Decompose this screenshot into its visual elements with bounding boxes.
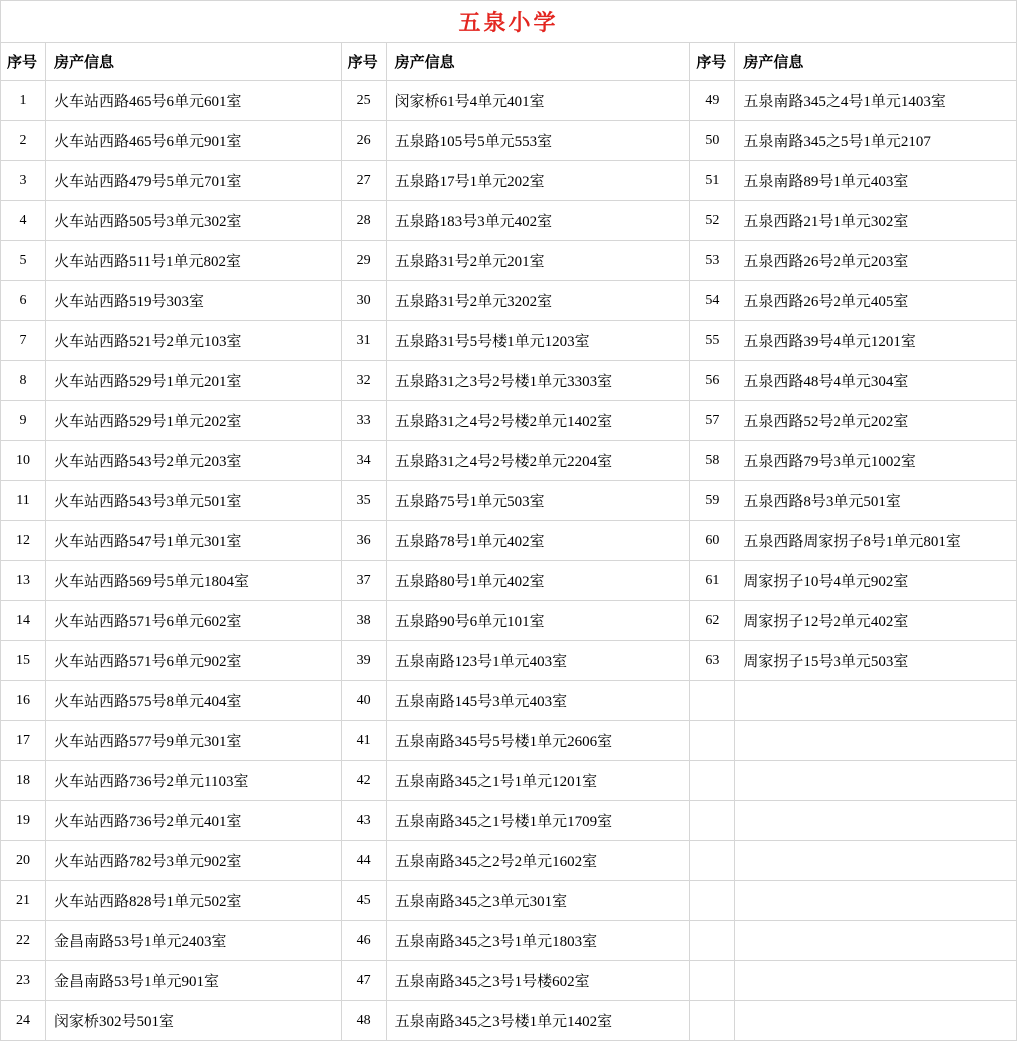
table-row (342, 201, 691, 241)
table-row (342, 121, 691, 161)
table-row (1, 121, 342, 161)
row-index: 8 (1, 361, 46, 401)
row-address: 火车站西路465号6单元601室 (46, 81, 342, 121)
row-address: 闵家桥302号501室 (46, 1001, 342, 1041)
row-index: 48 (342, 1001, 387, 1041)
row-address: 火车站西路521号2单元103室 (46, 321, 342, 361)
row-index: 22 (1, 921, 46, 961)
table-row (1, 401, 342, 441)
table-row (342, 841, 691, 881)
table-row (342, 1001, 691, 1041)
row-index: 11 (1, 481, 46, 521)
table-row (690, 121, 1017, 161)
table-row (342, 481, 691, 521)
table-column-group (1, 43, 342, 1041)
row-index (690, 921, 735, 961)
table-row (690, 161, 1017, 201)
table-row (690, 321, 1017, 361)
row-address: 五泉路105号5单元553室 (387, 121, 691, 161)
row-address: 火车站西路505号3单元302室 (46, 201, 342, 241)
row-index: 16 (1, 681, 46, 721)
table-row (1, 841, 342, 881)
row-address: 五泉路31之4号2号楼2单元2204室 (387, 441, 691, 481)
row-index: 20 (1, 841, 46, 881)
row-address: 火车站西路529号1单元201室 (46, 361, 342, 401)
row-address: 周家拐子12号2单元402室 (735, 601, 1017, 641)
table-row-empty (690, 1001, 1017, 1041)
row-index (690, 961, 735, 1001)
row-index: 47 (342, 961, 387, 1001)
row-index: 49 (690, 81, 735, 121)
table-row (1, 801, 342, 841)
row-address: 金昌南路53号1单元901室 (46, 961, 342, 1001)
table-row (1, 441, 342, 481)
table-row (1, 601, 342, 641)
table-row (690, 241, 1017, 281)
row-index: 19 (1, 801, 46, 841)
row-index: 55 (690, 321, 735, 361)
table-row (342, 81, 691, 121)
row-index: 57 (690, 401, 735, 441)
row-address: 火车站西路577号9单元301室 (46, 721, 342, 761)
table-row (690, 401, 1017, 441)
row-index (690, 681, 735, 721)
row-address: 五泉南路345之1号1单元1201室 (387, 761, 691, 801)
row-index: 25 (342, 81, 387, 121)
row-address: 五泉南路345之4号1单元1403室 (735, 81, 1017, 121)
row-address: 五泉西路21号1单元302室 (735, 201, 1017, 241)
column-header-index: 序号 (690, 43, 735, 81)
table-row (342, 681, 691, 721)
row-address: 五泉西路52号2单元202室 (735, 401, 1017, 441)
row-address: 五泉路183号3单元402室 (387, 201, 691, 241)
table-row (1, 1001, 342, 1041)
row-address: 五泉西路48号4单元304室 (735, 361, 1017, 401)
row-address: 五泉南路345之3单元301室 (387, 881, 691, 921)
row-index: 50 (690, 121, 735, 161)
row-address: 五泉路75号1单元503室 (387, 481, 691, 521)
table-row (1, 721, 342, 761)
table-row (1, 481, 342, 521)
row-index (690, 721, 735, 761)
row-address: 五泉西路8号3单元501室 (735, 481, 1017, 521)
table-row (342, 401, 691, 441)
table-row (1, 281, 342, 321)
row-index: 14 (1, 601, 46, 641)
table-row (690, 561, 1017, 601)
row-address: 五泉南路89号1单元403室 (735, 161, 1017, 201)
row-address: 五泉南路345之2号2单元1602室 (387, 841, 691, 881)
table-row (690, 601, 1017, 641)
table-row (1, 761, 342, 801)
table-row (342, 161, 691, 201)
row-address: 火车站西路736号2单元1103室 (46, 761, 342, 801)
table-row (342, 881, 691, 921)
row-index: 42 (342, 761, 387, 801)
table-row (690, 521, 1017, 561)
row-address: 闵家桥61号4单元401室 (387, 81, 691, 121)
table-header-row (342, 43, 691, 81)
row-index: 54 (690, 281, 735, 321)
row-index: 13 (1, 561, 46, 601)
row-index: 7 (1, 321, 46, 361)
row-index: 44 (342, 841, 387, 881)
row-address: 五泉南路345之5号1单元2107 (735, 121, 1017, 161)
table-row (342, 721, 691, 761)
table-row (1, 361, 342, 401)
row-index: 40 (342, 681, 387, 721)
row-address (735, 881, 1017, 921)
row-index: 34 (342, 441, 387, 481)
table-row-empty (690, 761, 1017, 801)
row-address: 五泉南路345之3号1单元1803室 (387, 921, 691, 961)
row-index (690, 1001, 735, 1041)
row-address: 五泉路80号1单元402室 (387, 561, 691, 601)
row-index: 9 (1, 401, 46, 441)
table-row (342, 641, 691, 681)
row-address: 五泉西路79号3单元1002室 (735, 441, 1017, 481)
row-index: 45 (342, 881, 387, 921)
table-row (690, 481, 1017, 521)
row-address: 五泉路31号2单元201室 (387, 241, 691, 281)
row-index: 12 (1, 521, 46, 561)
row-index: 29 (342, 241, 387, 281)
row-address: 火车站西路575号8单元404室 (46, 681, 342, 721)
row-index: 31 (342, 321, 387, 361)
row-index: 63 (690, 641, 735, 681)
row-index: 62 (690, 601, 735, 641)
row-address: 五泉路78号1单元402室 (387, 521, 691, 561)
table-row (690, 81, 1017, 121)
column-header-info: 房产信息 (387, 43, 691, 81)
table-row (1, 521, 342, 561)
row-index: 5 (1, 241, 46, 281)
row-index: 18 (1, 761, 46, 801)
row-address (735, 1001, 1017, 1041)
row-address: 五泉南路345之3号1号楼602室 (387, 961, 691, 1001)
table-row (1, 241, 342, 281)
table-row (1, 81, 342, 121)
table-row (342, 361, 691, 401)
row-index: 33 (342, 401, 387, 441)
table-row (690, 281, 1017, 321)
row-address: 五泉西路26号2单元203室 (735, 241, 1017, 281)
table-row (342, 281, 691, 321)
row-address (735, 681, 1017, 721)
row-address: 五泉路90号6单元101室 (387, 601, 691, 641)
table-header-row (690, 43, 1017, 81)
row-index: 56 (690, 361, 735, 401)
column-header-index: 序号 (342, 43, 387, 81)
row-index: 15 (1, 641, 46, 681)
row-index: 43 (342, 801, 387, 841)
row-address: 火车站西路519号303室 (46, 281, 342, 321)
table-row (1, 561, 342, 601)
row-index: 59 (690, 481, 735, 521)
column-header-info: 房产信息 (735, 43, 1017, 81)
row-address: 火车站西路543号3单元501室 (46, 481, 342, 521)
table-row (342, 321, 691, 361)
row-address: 五泉路31号2单元3202室 (387, 281, 691, 321)
column-header-index: 序号 (1, 43, 46, 81)
table-row (342, 961, 691, 1001)
row-address: 金昌南路53号1单元2403室 (46, 921, 342, 961)
table-row-empty (690, 841, 1017, 881)
table-row (1, 961, 342, 1001)
table-column-group (690, 43, 1017, 1041)
row-index: 35 (342, 481, 387, 521)
row-address: 五泉西路周家拐子8号1单元801室 (735, 521, 1017, 561)
table-row (690, 361, 1017, 401)
row-index (690, 801, 735, 841)
row-index: 39 (342, 641, 387, 681)
table-column-group (342, 43, 691, 1041)
table-row (342, 561, 691, 601)
row-index: 28 (342, 201, 387, 241)
table-row (690, 641, 1017, 681)
row-address: 火车站西路529号1单元202室 (46, 401, 342, 441)
row-index: 52 (690, 201, 735, 241)
table-row (1, 881, 342, 921)
table-row-empty (690, 921, 1017, 961)
table-row (342, 441, 691, 481)
row-index: 37 (342, 561, 387, 601)
table-column-groups (1, 43, 1017, 1041)
row-address (735, 921, 1017, 961)
row-index: 24 (1, 1001, 46, 1041)
row-address: 五泉西路26号2单元405室 (735, 281, 1017, 321)
table-row (342, 241, 691, 281)
row-index: 17 (1, 721, 46, 761)
row-index: 23 (1, 961, 46, 1001)
row-address: 五泉路31号5号楼1单元1203室 (387, 321, 691, 361)
row-address: 五泉南路345号5号楼1单元2606室 (387, 721, 691, 761)
row-index: 53 (690, 241, 735, 281)
table-header-row (1, 43, 342, 81)
row-index: 4 (1, 201, 46, 241)
table-row (1, 681, 342, 721)
row-index: 6 (1, 281, 46, 321)
row-index: 38 (342, 601, 387, 641)
row-index: 60 (690, 521, 735, 561)
row-index: 21 (1, 881, 46, 921)
row-index: 32 (342, 361, 387, 401)
table-row (342, 801, 691, 841)
row-address: 火车站西路479号5单元701室 (46, 161, 342, 201)
row-index: 27 (342, 161, 387, 201)
row-address: 五泉路17号1单元202室 (387, 161, 691, 201)
table-row (342, 601, 691, 641)
row-index: 26 (342, 121, 387, 161)
row-index: 10 (1, 441, 46, 481)
table-row (342, 521, 691, 561)
row-index: 46 (342, 921, 387, 961)
row-index (690, 761, 735, 801)
row-address: 五泉路31之3号2号楼1单元3303室 (387, 361, 691, 401)
table-row-empty (690, 721, 1017, 761)
row-address (735, 801, 1017, 841)
table-row (1, 921, 342, 961)
row-address: 五泉南路145号3单元403室 (387, 681, 691, 721)
page-title: 五泉小学 (1, 1, 1017, 43)
table-row-empty (690, 801, 1017, 841)
row-address: 周家拐子15号3单元503室 (735, 641, 1017, 681)
row-address (735, 961, 1017, 1001)
row-index: 51 (690, 161, 735, 201)
table-row-empty (690, 681, 1017, 721)
table-row (1, 641, 342, 681)
row-address: 火车站西路511号1单元802室 (46, 241, 342, 281)
column-header-info: 房产信息 (46, 43, 342, 81)
row-address: 火车站西路547号1单元301室 (46, 521, 342, 561)
table-row-empty (690, 881, 1017, 921)
table-row (342, 761, 691, 801)
row-address: 五泉南路345之3号楼1单元1402室 (387, 1001, 691, 1041)
row-address: 周家拐子10号4单元902室 (735, 561, 1017, 601)
row-address (735, 841, 1017, 881)
row-address (735, 721, 1017, 761)
row-address: 火车站西路543号2单元203室 (46, 441, 342, 481)
table-row (342, 921, 691, 961)
row-index (690, 881, 735, 921)
row-address: 五泉西路39号4单元1201室 (735, 321, 1017, 361)
row-index: 2 (1, 121, 46, 161)
table-row-empty (690, 961, 1017, 1001)
row-address: 火车站西路465号6单元901室 (46, 121, 342, 161)
row-address: 五泉南路123号1单元403室 (387, 641, 691, 681)
row-index: 36 (342, 521, 387, 561)
row-address: 火车站西路571号6单元602室 (46, 601, 342, 641)
row-address: 火车站西路571号6单元902室 (46, 641, 342, 681)
row-index (690, 841, 735, 881)
row-index: 3 (1, 161, 46, 201)
row-index: 58 (690, 441, 735, 481)
table-row (1, 201, 342, 241)
row-address: 火车站西路782号3单元902室 (46, 841, 342, 881)
row-index: 41 (342, 721, 387, 761)
row-address: 火车站西路569号5单元1804室 (46, 561, 342, 601)
table-row (1, 161, 342, 201)
row-address (735, 761, 1017, 801)
row-address: 五泉南路345之1号楼1单元1709室 (387, 801, 691, 841)
row-index: 30 (342, 281, 387, 321)
row-address: 火车站西路736号2单元401室 (46, 801, 342, 841)
row-index: 1 (1, 81, 46, 121)
row-address: 火车站西路828号1单元502室 (46, 881, 342, 921)
row-address: 五泉路31之4号2号楼2单元1402室 (387, 401, 691, 441)
row-index: 61 (690, 561, 735, 601)
table-row (690, 201, 1017, 241)
table-row (1, 321, 342, 361)
table-row (690, 441, 1017, 481)
